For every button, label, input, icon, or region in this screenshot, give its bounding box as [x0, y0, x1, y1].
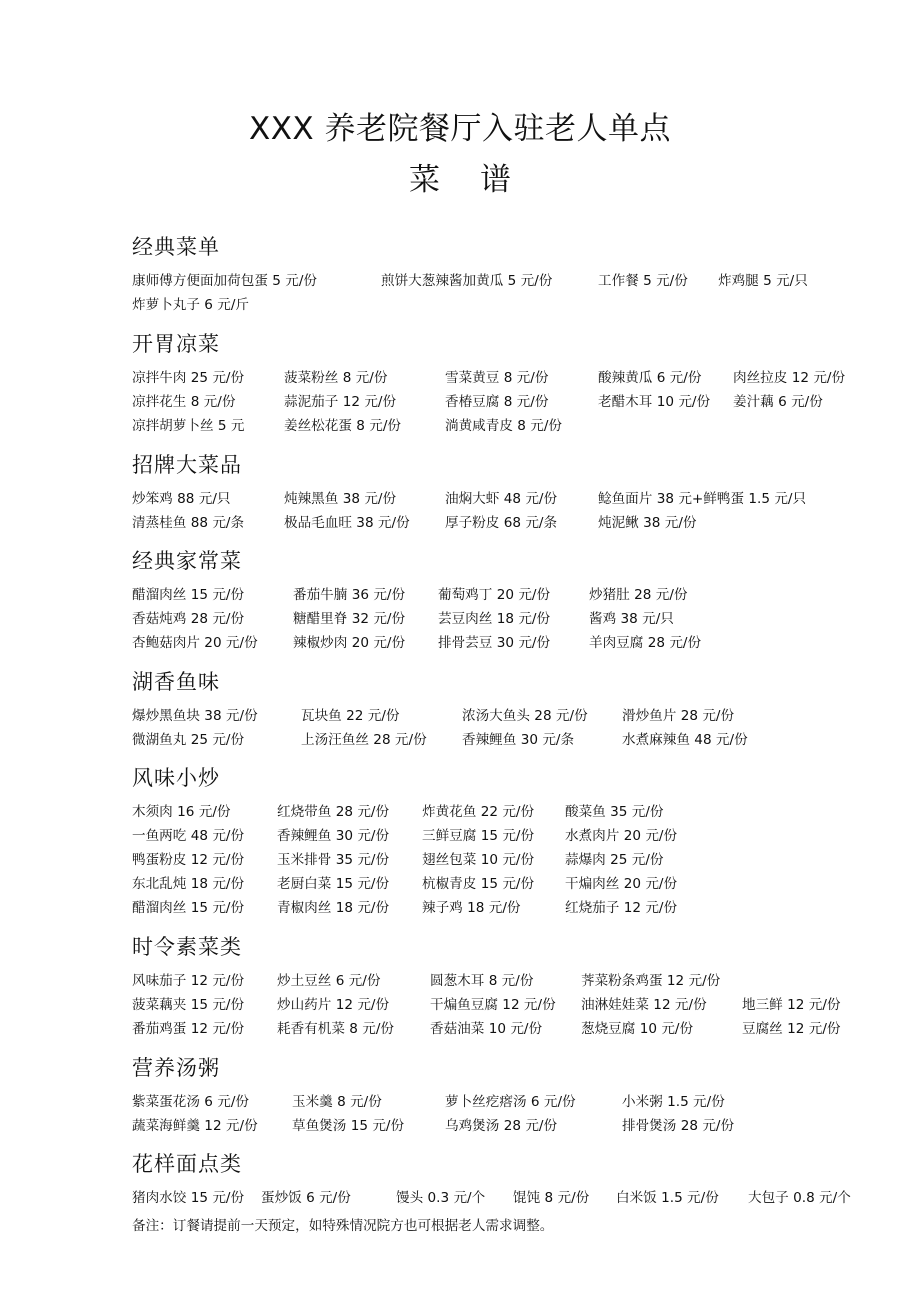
menu-row	[132, 583, 872, 607]
menu-section	[132, 450, 872, 535]
menu-item: 草鱼煲汤 15 元/份	[292, 1118, 405, 1134]
menu-item: 玉米排骨 35 元/份	[277, 852, 390, 868]
menu-item: 凉拌胡萝卜丝 5 元	[132, 418, 245, 434]
menu-row	[132, 1114, 872, 1138]
section-heading: 经典家常菜	[132, 549, 242, 573]
menu-item: 老醋木耳 10 元/份	[598, 394, 711, 410]
menu-item: 大包子 0.8 元/个	[748, 1190, 851, 1206]
section-items	[132, 969, 872, 1041]
menu-row	[132, 848, 872, 872]
menu-item: 蛋炒饭 6 元/份	[261, 1190, 351, 1206]
menu-item: 青椒肉丝 18 元/份	[277, 900, 390, 916]
menu-item: 翅丝包菜 10 元/份	[422, 852, 535, 868]
section-heading: 招牌大菜品	[132, 453, 242, 477]
menu-item: 浓汤大鱼头 28 元/份	[462, 708, 588, 724]
menu-item: 豆腐丝 12 元/份	[742, 1021, 841, 1037]
menu-row	[132, 390, 872, 414]
menu-item: 清蒸桂鱼 88 元/条	[132, 515, 245, 531]
menu-item: 小米粥 1.5 元/份	[622, 1094, 725, 1110]
menu-row	[132, 1090, 872, 1114]
menu-item: 炖辣黑鱼 38 元/份	[284, 491, 397, 507]
menu-row	[132, 896, 872, 920]
menu-item: 炸萝卜丸子 6 元/斤	[132, 297, 250, 313]
menu-item: 干煸鱼豆腐 12 元/份	[430, 997, 556, 1013]
menu-item: 杏鲍菇肉片 20 元/份	[132, 635, 258, 651]
menu-item: 紫菜蛋花汤 6 元/份	[132, 1094, 250, 1110]
menu-item: 东北乱炖 18 元/份	[132, 876, 245, 892]
menu-section	[132, 329, 872, 438]
menu-row	[132, 269, 872, 293]
menu-item: 香辣鲤鱼 30 元/份	[277, 828, 390, 844]
menu-item: 炖泥鳅 38 元/份	[598, 515, 697, 531]
section-items	[132, 704, 872, 752]
menu-item: 排骨芸豆 30 元/份	[438, 635, 551, 651]
menu-item: 番茄牛腩 36 元/份	[293, 587, 406, 603]
menu-section	[132, 763, 872, 920]
menu-item: 圆葱木耳 8 元/份	[430, 973, 534, 989]
menu-item: 芸豆肉丝 18 元/份	[438, 611, 551, 627]
menu-item: 醋溜肉丝 15 元/份	[132, 900, 245, 916]
menu-item: 菠菜粉丝 8 元/份	[284, 370, 388, 386]
menu-item: 荠菜粉条鸡蛋 12 元/份	[581, 973, 721, 989]
menu-item: 鸭蛋粉皮 12 元/份	[132, 852, 245, 868]
menu-item: 馒头 0.3 元/个	[396, 1190, 486, 1206]
menu-row	[132, 1186, 872, 1210]
menu-row	[132, 607, 872, 631]
menu-row	[132, 631, 872, 655]
section-items	[132, 800, 872, 920]
menu-item: 姜汁藕 6 元/份	[733, 394, 823, 410]
menu-item: 杭椒青皮 15 元/份	[422, 876, 535, 892]
menu-item: 红烧茄子 12 元/份	[565, 900, 678, 916]
section-items	[132, 1090, 872, 1138]
menu-section	[132, 546, 872, 655]
menu-row	[132, 993, 872, 1017]
menu-item: 馄饨 8 元/份	[513, 1190, 590, 1206]
menu-item: 辣椒炒肉 20 元/份	[293, 635, 406, 651]
menu-item: 油焖大虾 48 元/份	[445, 491, 558, 507]
menu-item: 肉丝拉皮 12 元/份	[733, 370, 846, 386]
menu-row	[132, 366, 872, 390]
section-heading: 花样面点类	[132, 1152, 242, 1176]
menu-item: 蔬菜海鲜羹 12 元/份	[132, 1118, 258, 1134]
menu-item: 凉拌牛肉 25 元/份	[132, 370, 245, 386]
menu-item: 极品毛血旺 38 元/份	[284, 515, 410, 531]
menu-item: 爆炒黑鱼块 38 元/份	[132, 708, 258, 724]
menu-item: 葱烧豆腐 10 元/份	[581, 1021, 694, 1037]
menu-row	[132, 1017, 872, 1041]
section-heading: 湖香鱼味	[132, 670, 220, 694]
menu-item: 水煮肉片 20 元/份	[565, 828, 678, 844]
section-items	[132, 583, 872, 655]
menu-item: 炒山药片 12 元/份	[277, 997, 390, 1013]
section-heading: 营养汤粥	[132, 1056, 220, 1080]
menu-item: 萝卜丝疙瘩汤 6 元/份	[445, 1094, 576, 1110]
page-title: XXX 养老院餐厅入驻老人单点	[248, 111, 672, 147]
menu-item: 凉拌花生 8 元/份	[132, 394, 236, 410]
menu-item: 蒜泥茄子 12 元/份	[284, 394, 397, 410]
menu-item: 炒猪肚 28 元/份	[589, 587, 688, 603]
menu-row	[132, 704, 872, 728]
menu-item: 水煮麻辣鱼 48 元/份	[622, 732, 748, 748]
menu-item: 炸鸡腿 5 元/只	[718, 273, 808, 289]
menu-item: 白米饭 1.5 元/份	[616, 1190, 719, 1206]
menu-item: 乌鸡煲汤 28 元/份	[445, 1118, 558, 1134]
menu-item: 老厨白菜 15 元/份	[277, 876, 390, 892]
menu-item: 雪菜黄豆 8 元/份	[445, 370, 549, 386]
menu-section	[132, 1053, 872, 1138]
menu-row	[132, 800, 872, 824]
menu-item: 油淋娃娃菜 12 元/份	[581, 997, 707, 1013]
menu-item: 香菇炖鸡 28 元/份	[132, 611, 245, 627]
menu-section	[132, 232, 872, 317]
menu-item: 鲶鱼面片 38 元+鲜鸭蛋 1.5 元/只	[598, 491, 807, 507]
menu-item: 酸辣黄瓜 6 元/份	[598, 370, 702, 386]
menu-row	[132, 511, 872, 535]
menu-row	[132, 969, 872, 993]
menu-item: 炸黄花鱼 22 元/份	[422, 804, 535, 820]
menu-item: 干煸肉丝 20 元/份	[565, 876, 678, 892]
menu-item: 木须肉 16 元/份	[132, 804, 231, 820]
page-subtitle: 菜谱	[409, 162, 551, 198]
section-items	[132, 269, 872, 317]
menu-item: 滑炒鱼片 28 元/份	[622, 708, 735, 724]
menu-item: 香菇油菜 10 元/份	[430, 1021, 543, 1037]
section-items	[132, 1186, 872, 1210]
menu-row	[132, 293, 872, 317]
menu-row	[132, 487, 872, 511]
section-heading: 开胃凉菜	[132, 332, 220, 356]
menu-item: 玉米羹 8 元/份	[292, 1094, 382, 1110]
menu-item: 蒜爆肉 25 元/份	[565, 852, 664, 868]
menu-item: 羊肉豆腐 28 元/份	[589, 635, 702, 651]
menu-section	[132, 667, 872, 752]
section-heading: 经典菜单	[132, 235, 220, 259]
menu-item: 淌黄咸青皮 8 元/份	[445, 418, 563, 434]
menu-item: 糖醋里脊 32 元/份	[293, 611, 406, 627]
menu-item: 风味茄子 12 元/份	[132, 973, 245, 989]
menu-item: 香辣鲤鱼 30 元/条	[462, 732, 575, 748]
footnote: 备注：订餐请提前一天预定，如特殊情况院方也可根据老人需求调整。	[132, 1218, 554, 1234]
menu-row	[132, 414, 872, 438]
menu-item: 酱鸡 38 元/只	[589, 611, 674, 627]
menu-item: 上汤汪鱼丝 28 元/份	[301, 732, 427, 748]
menu-item: 炒土豆丝 6 元/份	[277, 973, 381, 989]
menu-row	[132, 728, 872, 752]
menu-section	[132, 932, 872, 1041]
menu-item: 酸菜鱼 35 元/份	[565, 804, 664, 820]
menu-item: 地三鲜 12 元/份	[742, 997, 841, 1013]
menu-item: 醋溜肉丝 15 元/份	[132, 587, 245, 603]
menu-item: 康师傅方便面加荷包蛋 5 元/份	[132, 273, 317, 289]
menu-item: 工作餐 5 元/份	[598, 273, 688, 289]
menu-item: 辣子鸡 18 元/份	[422, 900, 521, 916]
menu-item: 香椿豆腐 8 元/份	[445, 394, 549, 410]
menu-item: 煎饼大葱辣酱加黄瓜 5 元/份	[381, 273, 553, 289]
menu-section	[132, 1149, 872, 1210]
menu-item: 红烧带鱼 28 元/份	[277, 804, 390, 820]
menu-item: 葡萄鸡丁 20 元/份	[438, 587, 551, 603]
section-items	[132, 366, 872, 438]
menu-row	[132, 824, 872, 848]
menu-item: 厚子粉皮 68 元/条	[445, 515, 558, 531]
menu-item: 菠菜藕夹 15 元/份	[132, 997, 245, 1013]
menu-item: 炒笨鸡 88 元/只	[132, 491, 231, 507]
section-heading: 风味小炒	[132, 766, 220, 790]
menu-item: 微湖鱼丸 25 元/份	[132, 732, 245, 748]
section-heading: 时令素菜类	[132, 935, 242, 959]
menu-item: 三鲜豆腐 15 元/份	[422, 828, 535, 844]
menu-item: 瓦块鱼 22 元/份	[301, 708, 400, 724]
section-items	[132, 487, 872, 535]
menu-item: 排骨煲汤 28 元/份	[622, 1118, 735, 1134]
menu-row	[132, 872, 872, 896]
menu-item: 猪肉水饺 15 元/份	[132, 1190, 245, 1206]
menu-item: 番茄鸡蛋 12 元/份	[132, 1021, 245, 1037]
menu-item: 姜丝松花蛋 8 元/份	[284, 418, 402, 434]
menu-item: 一鱼两吃 48 元/份	[132, 828, 245, 844]
menu-item: 耗香有机菜 8 元/份	[277, 1021, 395, 1037]
